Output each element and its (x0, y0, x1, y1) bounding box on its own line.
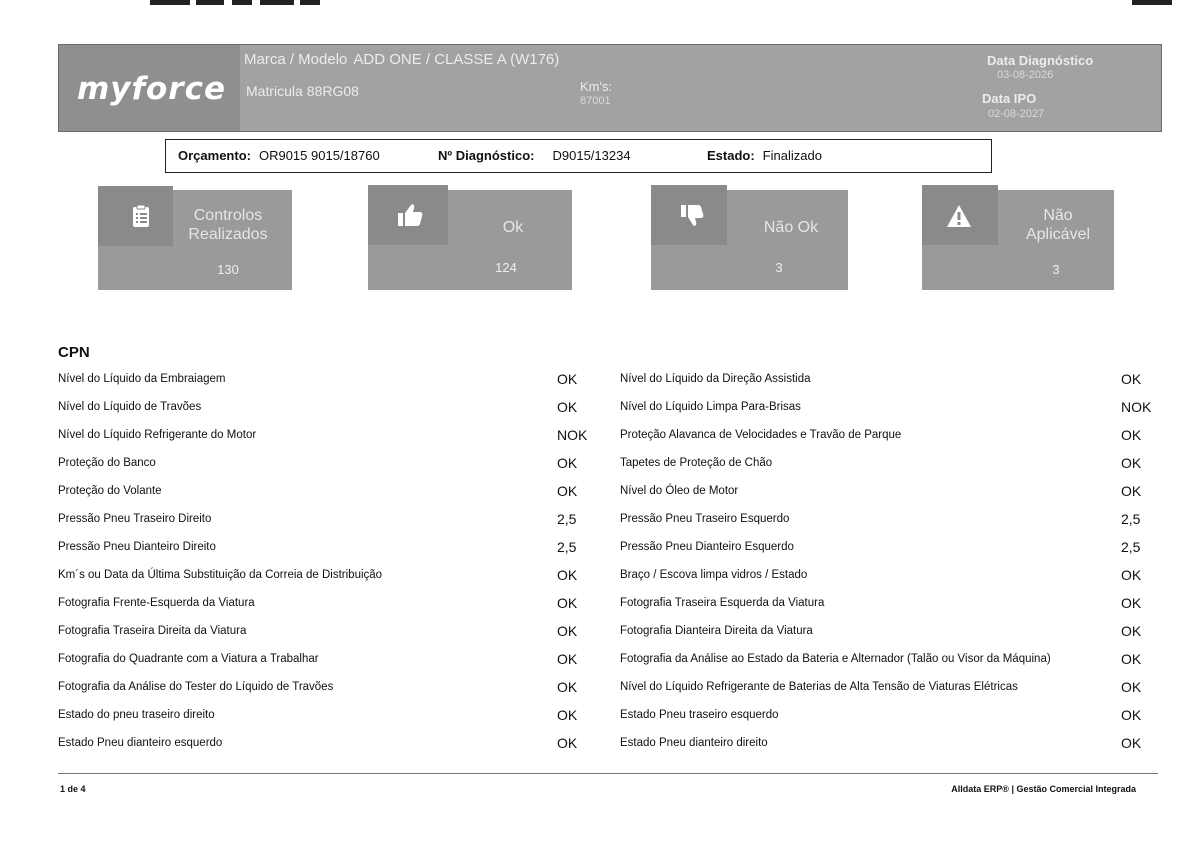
status (707, 148, 822, 163)
check-row (58, 646, 598, 674)
check-result: OK (1121, 427, 1142, 443)
check-result: OK (557, 595, 578, 611)
check-result: OK (557, 567, 578, 583)
check-result: OK (557, 735, 578, 751)
check-label: Fotografia Traseira Direita da Viatura (58, 625, 247, 637)
kms-label: Km's: (580, 79, 613, 94)
check-result: OK (1121, 707, 1142, 723)
check-result: 2,5 (557, 511, 577, 527)
check-label: Fotografia Frente-Esquerda da Viatura (58, 597, 255, 609)
check-result: OK (557, 455, 578, 471)
check-label: Km´s ou Data da Última Substituição da Correia de Distribuição (58, 569, 383, 581)
diagnostic-number (438, 148, 631, 163)
ipo-date-label: Data IPO (982, 91, 1037, 106)
warning-icon (946, 204, 972, 233)
check-result: 2,5 (557, 539, 577, 555)
check-row (58, 674, 598, 702)
model-line (244, 51, 559, 68)
quote-label: Orçamento: (178, 148, 251, 163)
diag-value: D9015/13234 (552, 148, 631, 163)
model-value: ADD ONE / CLASSE A (W176) (353, 51, 560, 68)
model-label: Marca / Modelo (244, 51, 348, 68)
check-result: OK (557, 623, 578, 639)
check-row (58, 590, 598, 618)
check-row (620, 674, 1155, 702)
plate-label: Matricula (246, 83, 303, 99)
status-value: Finalizado (762, 148, 822, 163)
diag-date-label: Data Diagnóstico (987, 53, 1094, 68)
check-label: Fotografia da Análise ao Estado da Bateria e Alternador (Talão ou Visor da Máquina) (620, 653, 1051, 665)
check-row (620, 646, 1155, 674)
thumbs-down-icon (679, 204, 705, 233)
check-row (58, 366, 598, 394)
check-result: NOK (1121, 399, 1152, 415)
check-row (58, 422, 598, 450)
check-row (58, 534, 598, 562)
check-result: OK (557, 399, 578, 415)
footer-divider (58, 773, 1158, 774)
check-label: Fotografia Dianteira Direita da Viatura (620, 625, 813, 637)
check-label: Estado Pneu dianteiro esquerdo (58, 737, 223, 749)
check-label: Nível do Líquido Refrigerante de Baterias de Alta Tensão de Viaturas Elétricas (620, 681, 1018, 693)
card-title: Não Ok (763, 219, 819, 236)
status-label: Estado: (707, 148, 755, 163)
check-label: Estado Pneu traseiro esquerdo (620, 709, 779, 721)
check-label: Pressão Pneu Dianteiro Direito (58, 541, 216, 553)
logo-box (59, 45, 240, 131)
check-label: Proteção do Volante (58, 485, 162, 497)
check-result: OK (1121, 735, 1142, 751)
check-row (58, 730, 598, 758)
check-row (620, 506, 1155, 534)
check-row (620, 730, 1155, 758)
check-label: Fotografia Traseira Esquerda da Viatura (620, 597, 825, 609)
check-row (58, 562, 598, 590)
check-result: OK (557, 707, 578, 723)
top-scan-strip (0, 0, 1200, 10)
check-result: OK (1121, 651, 1142, 667)
thumbs-up-icon (396, 202, 424, 233)
card-controls-performed (98, 190, 292, 290)
check-row (620, 366, 1155, 394)
check-label: Fotografia do Quadrante com a Viatura a Trabalhar (58, 653, 319, 665)
check-row (620, 450, 1155, 478)
check-result: OK (557, 371, 578, 387)
card-not-ok (651, 190, 848, 290)
check-label: Nível do Líquido Refrigerante do Motor (58, 429, 257, 441)
card-title: Controlos Realizados (188, 207, 268, 243)
check-row (58, 478, 598, 506)
card-value: 130 (217, 262, 239, 277)
check-result: OK (1121, 455, 1142, 471)
check-row (58, 450, 598, 478)
check-row (620, 702, 1155, 730)
card-not-applicable (922, 190, 1114, 290)
check-label: Estado do pneu traseiro direito (58, 709, 215, 721)
check-label: Proteção do Banco (58, 457, 156, 469)
check-row (620, 562, 1155, 590)
page-number: 1 de 4 (60, 784, 86, 794)
check-label: Pressão Pneu Traseiro Esquerdo (620, 513, 790, 525)
check-label: Proteção Alavanca de Velocidades e Travão de Parque (620, 429, 902, 441)
check-label: Tapetes de Proteção de Chão (620, 457, 773, 469)
check-result: NOK (557, 427, 588, 443)
check-row (620, 618, 1155, 646)
check-row (620, 590, 1155, 618)
check-result: OK (557, 651, 578, 667)
check-result: OK (1121, 371, 1142, 387)
check-result: OK (1121, 595, 1142, 611)
ipo-date-value: 02-08-2027 (988, 108, 1045, 120)
quote-number (178, 148, 380, 163)
check-label: Nível do Líquido da Direção Assistida (620, 373, 811, 385)
check-result: OK (557, 483, 578, 499)
check-row (620, 478, 1155, 506)
check-label: Nível do Líquido de Travões (58, 401, 202, 413)
card-value: 3 (775, 260, 783, 275)
check-label: Nível do Óleo de Motor (620, 485, 739, 497)
check-label: Nível do Líquido da Embraiagem (58, 373, 226, 385)
check-result: OK (1121, 567, 1142, 583)
brand-logo: myforce (77, 71, 226, 107)
quote-bar (165, 139, 992, 173)
diag-date-value: 03-08-2026 (997, 69, 1054, 81)
check-row (58, 702, 598, 730)
check-row (620, 422, 1155, 450)
check-result: OK (557, 679, 578, 695)
check-result: 2,5 (1121, 539, 1141, 555)
section-title: CPN (58, 344, 90, 361)
card-value: 3 (1052, 262, 1060, 277)
footer-brand: Alldata ERP® | Gestão Comercial Integrada (951, 784, 1136, 794)
plate-line (246, 83, 359, 99)
diag-label: Nº Diagnóstico: (438, 148, 535, 163)
check-label: Fotografia da Análise do Tester do Líquido de Travões (58, 681, 334, 693)
plate-value: 88RG08 (306, 83, 359, 99)
kms-value: 87001 (580, 95, 611, 107)
vehicle-info (240, 45, 1161, 131)
check-label: Pressão Pneu Dianteiro Esquerdo (620, 541, 794, 553)
check-result: OK (1121, 679, 1142, 695)
check-row (58, 506, 598, 534)
card-ok (368, 190, 572, 290)
clipboard-icon (131, 204, 151, 233)
card-title: Não Aplicável (1025, 207, 1091, 243)
check-label: Nível do Líquido Limpa Para-Brisas (620, 401, 801, 413)
card-title: Ok (502, 219, 524, 236)
check-row (620, 534, 1155, 562)
quote-value: OR9015 9015/18760 (258, 148, 380, 163)
check-row (58, 394, 598, 422)
check-row (620, 394, 1155, 422)
check-label: Braço / Escova limpa vidros / Estado (620, 569, 808, 581)
check-label: Pressão Pneu Traseiro Direito (58, 513, 212, 525)
check-label: Estado Pneu dianteiro direito (620, 737, 768, 749)
check-result: 2,5 (1121, 511, 1141, 527)
card-value: 124 (495, 260, 517, 275)
check-result: OK (1121, 623, 1142, 639)
check-row (58, 618, 598, 646)
vehicle-header (58, 44, 1162, 132)
check-result: OK (1121, 483, 1142, 499)
